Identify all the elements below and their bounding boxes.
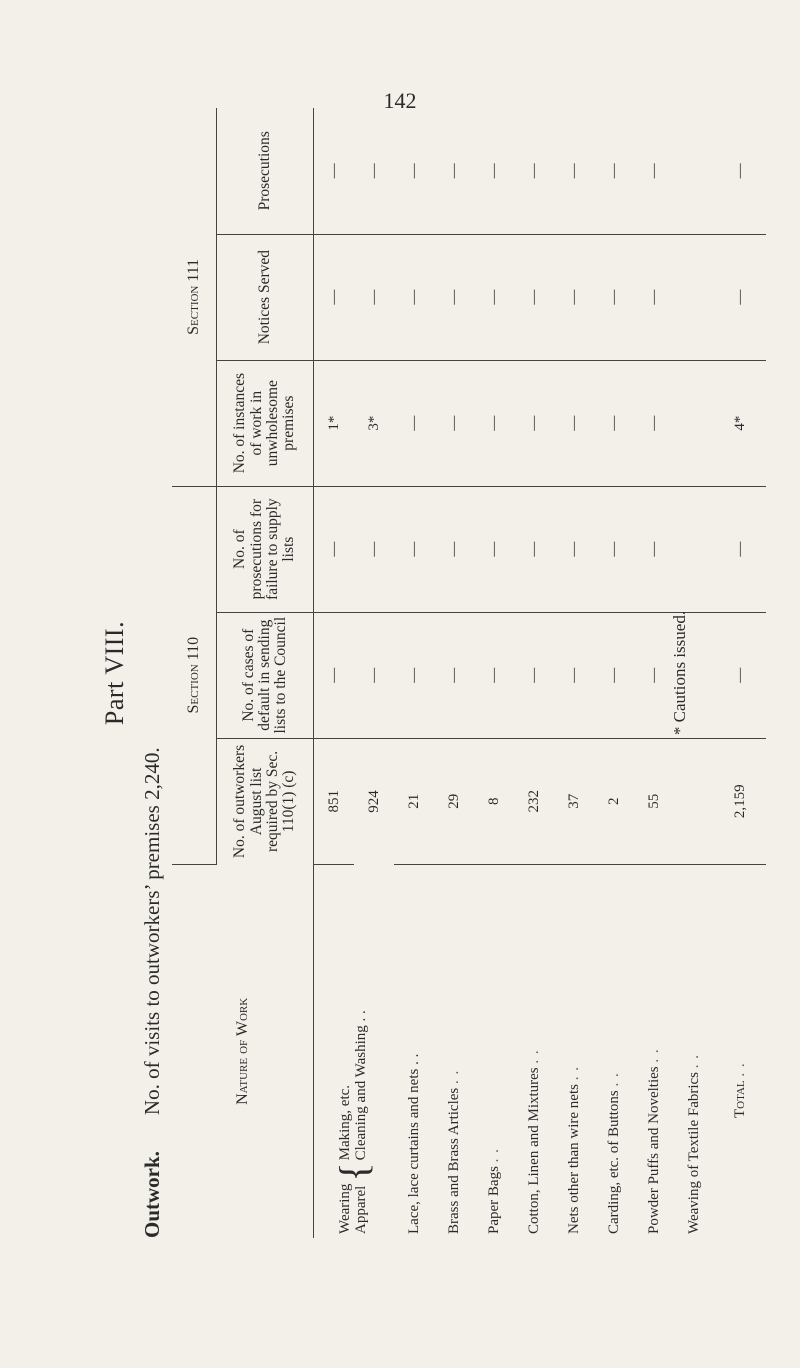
cell-notices: — <box>314 234 355 360</box>
cell-notices: — <box>394 234 434 360</box>
cell-unwholesome: 3* <box>354 360 394 486</box>
col-prosecutions: Prosecutions <box>217 108 314 234</box>
cell-outworkers: 924 <box>365 790 382 813</box>
cell-failure: — <box>514 486 554 612</box>
row-nature: Nets other than wire nets . . <box>565 1066 582 1234</box>
cell-unwholesome: — <box>514 360 554 486</box>
cell-notices: — <box>714 234 766 360</box>
cell-outworkers: 851 <box>314 738 355 864</box>
row-nature: Carding, etc. of Buttons . . <box>605 1072 622 1234</box>
row-nature: Powder Puffs and Novelties . . <box>645 1048 662 1234</box>
cell-default: — <box>634 612 674 738</box>
cell-unwholesome: — <box>634 360 674 486</box>
cell-unwholesome: — <box>594 360 634 486</box>
row-nature: Paper Bags . . <box>485 1148 502 1234</box>
cell-prosecutions: — <box>394 108 434 234</box>
cell-outworkers: 55 <box>634 738 674 864</box>
cell-failure: — <box>594 486 634 612</box>
group-section-110: Section 110 <box>172 486 217 864</box>
col-notices: Notices Served <box>217 234 314 360</box>
cell-notices: — <box>514 234 554 360</box>
cell-unwholesome: — <box>394 360 434 486</box>
cell-prosecutions: — <box>354 108 394 234</box>
cell-notices: — <box>554 234 594 360</box>
cell-failure: — <box>474 486 514 612</box>
cell-unwholesome: — <box>474 360 514 486</box>
table-row <box>554 108 594 1238</box>
row-nature: Brass and Brass Articles . . <box>445 1069 462 1234</box>
part-title: Part VIII. <box>100 620 129 726</box>
rotated-content <box>100 108 748 1238</box>
cell-notices: — <box>634 234 674 360</box>
table-row <box>314 108 355 1238</box>
subtitle <box>140 108 165 1238</box>
cell-notices: — <box>434 234 474 360</box>
group-section-111: Section 111 <box>172 108 217 486</box>
row-nature: Weaving of Textile Fabrics . . <box>685 1053 702 1234</box>
cell-default: — <box>354 612 394 738</box>
cell-unwholesome: 1* <box>314 360 355 486</box>
cell-unwholesome: 4* <box>714 360 766 486</box>
brace-icon: { <box>331 1162 376 1182</box>
cell-notices: — <box>354 234 394 360</box>
cell-prosecutions: — <box>554 108 594 234</box>
cell-default: — <box>434 612 474 738</box>
total-label: Total . . <box>731 1062 748 1118</box>
cell-default: — <box>514 612 554 738</box>
table-row <box>634 108 674 1238</box>
cell-unwholesome: — <box>554 360 594 486</box>
subtitle-text: No. of visits to outworkers’ premises 2,240. <box>140 747 164 1116</box>
wearing-main-1: Wearing <box>337 1183 354 1234</box>
cell-outworkers: 21 <box>394 738 434 864</box>
row-nature-wearing <box>314 864 395 1238</box>
cell-prosecutions: — <box>434 108 474 234</box>
table-row <box>434 108 474 1238</box>
cell-notices: — <box>594 234 634 360</box>
table-row <box>514 108 554 1238</box>
cell-failure: — <box>314 486 355 612</box>
cell-prosecutions: — <box>634 108 674 234</box>
total-row <box>714 108 766 1238</box>
wearing-sub-1: Making, etc. <box>337 1084 354 1161</box>
col-outworkers: No. of outworkers August list required by Sec. 110(1) (c) <box>217 738 314 864</box>
col-nature-of-work: Nature of Work <box>172 864 314 1238</box>
cell-outworkers: 29 <box>434 738 474 864</box>
cell-failure: — <box>634 486 674 612</box>
cell-outworkers: 2,159 <box>714 738 766 864</box>
table-row <box>594 108 634 1238</box>
cell-failure: — <box>554 486 594 612</box>
cell-failure: — <box>714 486 766 612</box>
cell-default: — <box>554 612 594 738</box>
cell-prosecutions: — <box>314 108 355 234</box>
col-default: No. of cases of default in sending lists to the Council <box>217 612 314 738</box>
col-unwholesome: No. of instances of work in unwholesome premises <box>217 360 314 486</box>
cell-default: — <box>314 612 355 738</box>
cell-outworkers: 37 <box>554 738 594 864</box>
cell-prosecutions: — <box>474 108 514 234</box>
cell-prosecutions: — <box>714 108 766 234</box>
cell-failure: — <box>394 486 434 612</box>
cell-outworkers: 232 <box>514 738 554 864</box>
col-failure: No. of prosecutions for failure to supply lists <box>217 486 314 612</box>
wearing-main-2: Apparel <box>353 1185 369 1234</box>
footnote-cautions: * Cautions issued. <box>670 610 689 736</box>
cell-notices: — <box>474 234 514 360</box>
page-number: 142 <box>383 88 417 113</box>
cell-default: — <box>474 612 514 738</box>
cell-default: — <box>714 612 766 738</box>
subtitle-label: Outwork. <box>140 1151 164 1238</box>
cell-outworkers: 2 <box>594 738 634 864</box>
cell-outworkers: 8 <box>474 738 514 864</box>
table-row <box>394 108 434 1238</box>
wearing-sub-2: Cleaning and Washing . . <box>353 1010 369 1161</box>
cell-prosecutions: — <box>514 108 554 234</box>
cell-unwholesome: — <box>434 360 474 486</box>
table-row <box>474 108 514 1238</box>
cell-failure: — <box>434 486 474 612</box>
cell-prosecutions: — <box>594 108 634 234</box>
cell-default: — <box>594 612 634 738</box>
cell-failure: — <box>354 486 394 612</box>
row-nature: Lace, lace curtains and nets . . <box>405 1053 422 1234</box>
row-nature: Cotton, Linen and Mixtures . . <box>525 1049 542 1234</box>
cell-default: — <box>394 612 434 738</box>
